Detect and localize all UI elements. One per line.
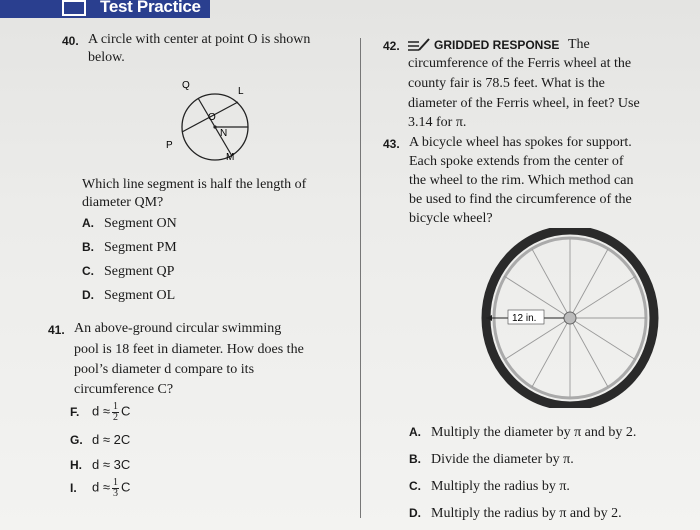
question-41-choice-i[interactable]: I. d ≈ $\frac{1}{3}$ C	[70, 477, 131, 499]
question-42-line5: 3.14 for π.	[408, 115, 467, 130]
question-41-stem-line1: An above-ground circular swimming	[74, 321, 282, 336]
label-m: M	[226, 152, 235, 163]
label-n: N	[220, 128, 228, 139]
grid-pencil-icon	[407, 38, 431, 52]
question-40-stem-line2: below.	[88, 50, 125, 65]
page-header	[0, 0, 700, 22]
question-43-line2: Each spoke extends from the center of	[409, 154, 624, 169]
question-40-number: 40.	[62, 34, 79, 48]
question-40-stem-line1: A circle with center at point O is shown	[88, 32, 311, 47]
question-43-choice-c[interactable]: C. Multiply the radius by π.	[409, 479, 570, 494]
question-43-line3: the wheel to the rim. Which method can	[409, 173, 634, 188]
question-43-line5: bicycle wheel?	[409, 211, 493, 226]
column-divider	[360, 38, 361, 518]
question-42-line2: circumference of the Ferris wheel at the	[408, 56, 632, 71]
question-43-number: 43.	[383, 137, 400, 151]
label-q: Q	[182, 80, 190, 91]
fraction: $\frac{1}{2}$	[112, 401, 118, 423]
question-42-number: 42.	[383, 39, 400, 53]
question-43-line4: be used to find the circumference of the	[409, 192, 632, 207]
question-40-prompt-line1: Which line segment is half the length of	[82, 177, 307, 192]
question-41-stem-line2: pool is 18 feet in diameter. How does the	[74, 342, 304, 357]
page-title: Test Practice	[100, 0, 201, 16]
hub-shape	[564, 312, 576, 324]
question-41-stem-line3: pool’s diameter d compare to its	[74, 362, 255, 377]
fraction: $\frac{1}{3}$	[112, 477, 118, 499]
question-40-choice-a[interactable]: A. Segment ON	[82, 216, 177, 231]
question-43-choice-b[interactable]: B. Divide the diameter by π.	[409, 452, 574, 467]
question-42-line4: diameter of the Ferris wheel, in feet? Use	[408, 96, 640, 111]
label-o: O	[208, 112, 216, 123]
question-42-line3: county fair is 78.5 feet. What is the	[408, 76, 605, 91]
question-40-prompt-line2: diameter QM?	[82, 195, 164, 210]
question-40-choice-c[interactable]: C. Segment QP	[82, 264, 175, 279]
bicycle-wheel-diagram	[470, 228, 670, 408]
question-41-number: 41.	[48, 323, 65, 337]
pencil-box-icon	[62, 0, 86, 16]
gridded-response-tag: GRIDDED RESPONSE	[434, 38, 560, 52]
question-41-choice-f[interactable]: F. d ≈ $\frac{1}{2}$ C	[70, 401, 131, 423]
question-41-choice-h[interactable]: H. d ≈ 3C	[70, 457, 131, 472]
question-40-choice-b[interactable]: B. Segment PM	[82, 240, 177, 255]
radius-label: 12 in.	[512, 313, 537, 324]
question-41-choice-g[interactable]: G. d ≈ 2C	[70, 432, 131, 447]
circle-diagram	[160, 80, 280, 170]
question-43-line1: A bicycle wheel has spokes for support.	[409, 135, 632, 150]
question-40-choice-d[interactable]: D. Segment OL	[82, 288, 176, 303]
label-l: L	[238, 86, 244, 97]
question-41-stem-line4: circumference C?	[74, 382, 174, 397]
question-42-line1: The	[568, 37, 590, 52]
question-43-choice-a[interactable]: A. Multiply the diameter by π and by 2.	[409, 425, 637, 440]
question-43-choice-d[interactable]: D. Multiply the radius by π and by 2.	[409, 506, 622, 521]
label-p: P	[166, 140, 173, 151]
center-point-o	[213, 125, 216, 128]
